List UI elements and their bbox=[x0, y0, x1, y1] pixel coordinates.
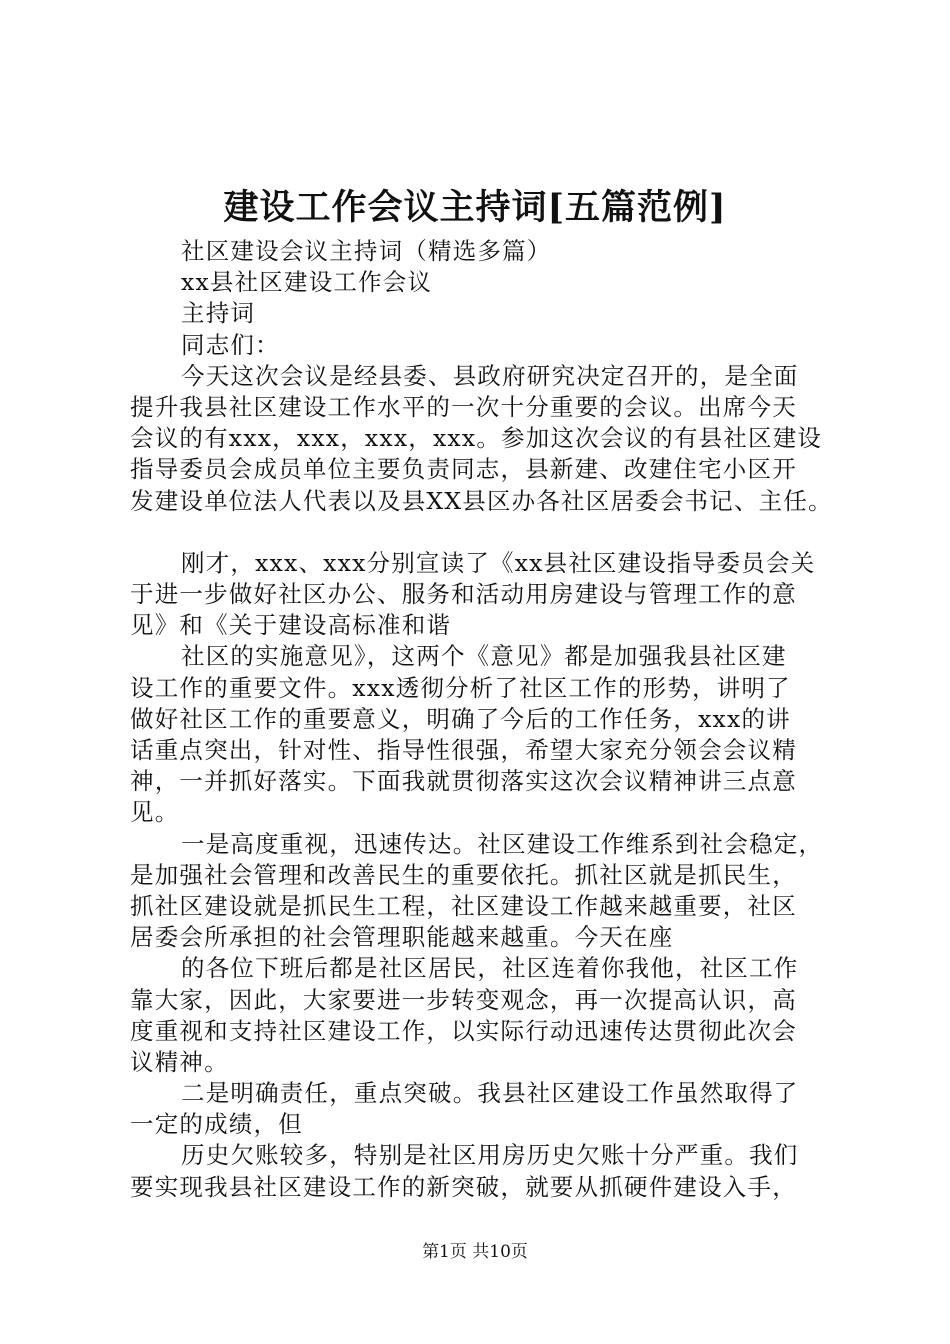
body-line: 抓社区建设就是抓民生工程，社区建设工作越来越重要，社区 bbox=[130, 891, 797, 920]
body-line: 历史欠账较多，特别是社区用房历史欠账十分严重。我们 bbox=[181, 1141, 799, 1170]
body-line: 今天这次会议是经县委、县政府研究决定召开的，是全面 bbox=[181, 361, 799, 390]
body-line: 的各位下班后都是社区居民，社区连着你我他，社区工作 bbox=[181, 954, 799, 983]
body-line: 提升我县社区建设工作水平的一次十分重要的会议。出席今天 bbox=[130, 392, 797, 421]
body-line: 度重视和支持社区建设工作，以实际行动迅速传达贯彻此次会 bbox=[130, 1016, 797, 1045]
body-line: 是加强社会管理和改善民生的重要依托。抓社区就是抓民生， bbox=[130, 860, 797, 889]
body-line bbox=[130, 517, 845, 548]
body-line: 见。 bbox=[130, 798, 180, 827]
body-line: 刚才，xxx、xxx分别宣读了《xx县社区建设指导委员会关 bbox=[181, 548, 816, 577]
body-line: 议精神。 bbox=[130, 1047, 229, 1076]
body-line: 于进一步做好社区办公、服务和活动用房建设与管理工作的意 bbox=[130, 580, 797, 609]
body-line: 社区建设会议主持词（精选多篇） bbox=[181, 237, 552, 265]
body-line: 同志们： bbox=[181, 330, 280, 359]
document-title: 建设工作会议主持词[五篇范例] bbox=[223, 187, 727, 228]
body-line: 做好社区工作的重要意义，明确了今后的工作任务，xxx的讲 bbox=[130, 704, 791, 733]
body-line: 靠大家，因此，大家要进一步转变观念，再一次提高认识，高 bbox=[130, 985, 797, 1014]
body-line: 要实现我县社区建设工作的新突破，就要从抓硬件建设入手， bbox=[130, 1172, 797, 1201]
body-line: 神，一并抓好落实。下面我就贯彻落实这次会议精神讲三点意 bbox=[130, 767, 797, 796]
body-line: 一定的成绩，但 bbox=[130, 1110, 303, 1139]
body-line: 发建设单位法人代表以及县XX县区办各社区居委会书记、主任。 bbox=[130, 486, 833, 515]
page-footer: 第1页 共10页 bbox=[422, 1242, 528, 1262]
body-line: 主持词 bbox=[181, 299, 256, 328]
body-line: 一是高度重视，迅速传达。社区建设工作维系到社会稳定， bbox=[181, 829, 824, 858]
document-body bbox=[130, 236, 845, 1203]
body-line: 设工作的重要文件。xxx透彻分析了社区工作的形势，讲明了 bbox=[130, 673, 791, 702]
body-line: 见》和《关于建设高标准和谐 bbox=[130, 611, 452, 640]
body-line: 居委会所承担的社会管理职能越来越重。今天在座 bbox=[130, 923, 674, 952]
body-line: 会议的有xxx，xxx，xxx，xxx。参加这次会议的有县社区建设 bbox=[130, 424, 823, 453]
body-line: 二是明确责任，重点突破。我县社区建设工作虽然取得了 bbox=[181, 1079, 799, 1108]
body-line: xx县社区建设工作会议 bbox=[181, 268, 433, 297]
body-line: 指导委员会成员单位主要负责同志，县新建、改建住宅小区开 bbox=[130, 455, 797, 484]
body-line: 话重点突出，针对性、指导性很强，希望大家充分领会会议精 bbox=[130, 736, 797, 764]
body-line: 社区的实施意见》，这两个《意见》都是加强我县社区建 bbox=[181, 642, 787, 671]
